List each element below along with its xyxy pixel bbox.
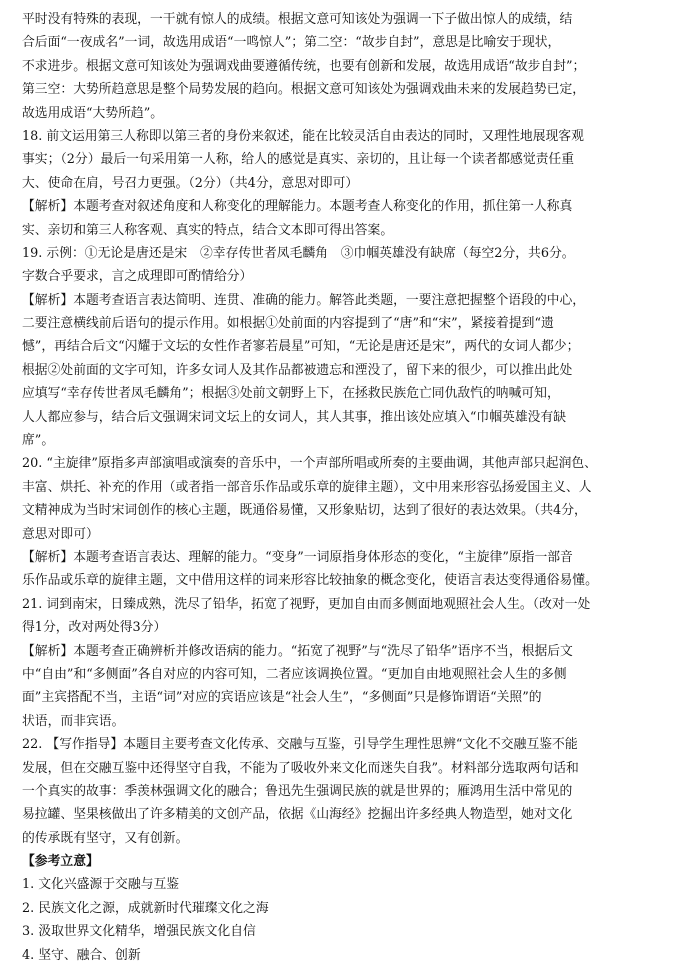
text-line: 中“自由”和“多侧面”各自对应的内容可知，二者应该调换位置。“更加自由地观照社会人生的多侧 — [22, 666, 567, 682]
text-line: 大、使命在肩，号召力更强。（2分）（共4分，意思对即可） — [22, 175, 359, 191]
text-line: 易拉罐、坚果核做出了许多精美的文创产品，依据《山海经》挖掘出许多经典人物造型，她对文化 — [22, 807, 573, 823]
text-line: 的传承既有坚守，又有创新。 — [22, 830, 189, 846]
text-line: 【解析】本题考查语言表达、理解的能力。“变身”一词原指身体形态的变化，“主旋律”原指一部音 — [22, 549, 573, 565]
text-line: 发展，但在交融互鉴中还得坚守自我，不能为了吸收外来文化而迷失自我”。材料部分选取两句话和 — [22, 760, 579, 776]
text-line: 2. 民族文化之源，成就新时代璀璨文化之海 — [22, 900, 269, 916]
text-line: 席”。 — [22, 433, 55, 449]
text-line: 4. 坚守、融合、创新 — [22, 947, 141, 963]
text-line: 事实；（2分）最后一句采用第一人称，给人的感觉是真实、亲切的，且让每一个读者都感觉责任重 — [22, 152, 575, 168]
text-line: 意思对即可） — [22, 526, 99, 542]
text-line: 【解析】本题考查正确辨析并修改语病的能力。“拓宽了视野”与“洗尽了铅华”语序不当，根据后文 — [22, 643, 573, 659]
text-line: 1. 文化兴盛源于交融与互鉴 — [22, 877, 180, 893]
text-line: 一个真实的故事：季羡林强调文化的融合；鲁迅先生强调民族的就是世界的；雁鸿用生活中常见的 — [22, 783, 573, 799]
text-line: 憾”，再结合后文“闪耀于文坛的女性作者寥若晨星”可知，“无论是唐还是宋”，两代的女词人都少； — [22, 339, 580, 355]
text-line: 丰富、烘托、补充的作用（或者指一部音乐作品或乐章的旋律主题），文中用来形容弘扬爱国主义、人 — [22, 479, 592, 495]
text-line: 平时没有特殊的表现，一干就有惊人的成绩。根据文意可知该处为强调一下子做出惊人的成绩，结 — [22, 12, 573, 27]
text-line: 19. 示例：①无论是唐还是宋 ②幸存传世者凤毛麟角 ③巾帼英雄没有缺席（每空2分，共6分。 — [22, 245, 575, 261]
text-line: 21. 词到南宋，日臻成熟，洗尽了铅华，拓宽了视野，更加自由而多侧面地观照社会人生。（改对一处 — [22, 596, 591, 612]
text-line: 得1分，改对两处得3分） — [22, 620, 167, 636]
text-line: 人人都应参与，结合后文强调宋词文坛上的女词人，其人其事，推出该处应填入“巾帼英雄没有缺 — [22, 409, 567, 425]
text-line: 合后面“一夜成名”一词，故选用成语“一鸣惊人”；第二空：“故步自封”，意思是比喻安于现状， — [22, 35, 561, 51]
text-line: 故选用成语“大势所趋”。 — [22, 105, 164, 121]
text-line: 字数合乎要求，言之成理即可酌情给分） — [22, 269, 253, 285]
text-line: 第三空：大势所趋意思是整个局势发展的趋向。根据文意可知该处为强调戏曲未来的发展趋势已定， — [22, 82, 586, 98]
text-line: 应填写“幸存传世者凤毛麟角”；根据③处前文朝野上下，在拯救民族危亡同仇敌忾的呐喊可知， — [22, 386, 560, 402]
text-line: 20. “主旋律”原指多声部演唱或演奏的音乐中，一个声部所唱或所奏的主要曲调，其他声部只起润色、 — [22, 456, 597, 472]
text-line: 不求进步。根据文意可知该处为强调戏曲要遵循传统，也要有创新和发展，故选用成语“故步自封”； — [22, 58, 586, 74]
text-line: 乐作品或乐章的旋律主题，文中借用这样的词来形容比较抽象的概念变化，使语言表达变得通俗易懂。 — [22, 573, 598, 589]
text-line: 【解析】本题考查对叙述角度和人称变化的理解能力。本题考查人称变化的作用，抓住第一人称真 — [22, 199, 573, 215]
text-line: 二要注意横线前后语句的提示作用。如根据①处前面的内容提到了“唐”和“宋”，紧接着提到“遗 — [22, 316, 554, 332]
text-line: 实、亲切和第三人称客观、真实的特点，结合文本即可得出答案。 — [22, 222, 394, 238]
text-line: 18. 前文运用第三人称即以第三者的身份来叙述，能在比较灵活自由表达的同时，又理性地展现客观 — [22, 128, 584, 144]
text-line: 【参考立意】 — [22, 854, 99, 870]
text-line: 3. 汲取世界文化精华，增强民族文化自信 — [22, 924, 256, 940]
text-line: 22. 【写作指导】本题目主要考查文化传承、交融与互鉴，引导学生理性思辨“文化不交融互鉴不能 — [22, 737, 578, 753]
text-line: 文精神成为当时宋词创作的核心主题，既通俗易懂，又形象贴切，达到了很好的表达效果。（共4分， — [22, 503, 587, 519]
text-line: 状语，而非宾语。 — [22, 713, 125, 729]
text-line: 面”主宾搭配不当，主语“词”对应的宾语应该是“社会人生”，“多侧面”只是修饰谓语“关照”的 — [22, 690, 542, 706]
text-line: 【解析】本题考查语言表达简明、连贯、准确的能力。解答此类题，一要注意把握整个语段的中心， — [22, 292, 586, 308]
text-line: 根据②处前面的文字可知，许多女词人及其作品都被遗忘和湮没了，留下来的很少，可以推出此处 — [22, 362, 573, 378]
